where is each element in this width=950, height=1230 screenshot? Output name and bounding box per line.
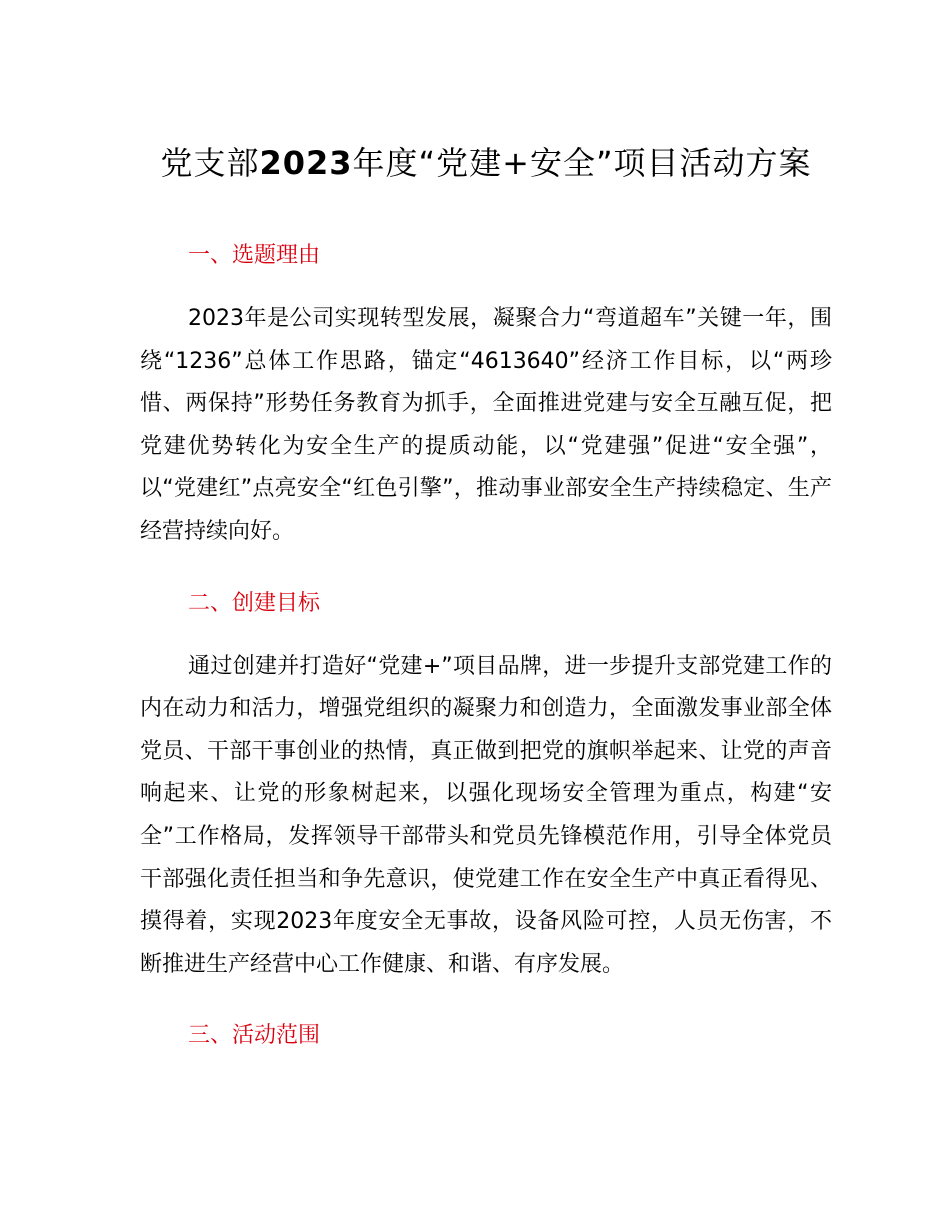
title-prefix: 党支部 [160, 144, 260, 182]
section-paragraph-goal: 通过创建并打造好“党建+”项目品牌，进一步提升支部党建工作的内在动力和活力，增强党组织的凝聚力和创造力，全面激发事业部全体党员、干部干事创业的热情，真正做到把党的旗帜举起来、让党的声音响起来、让党的形象树起来，以强化现场安全管理为重点，构建“安全”工作格局，发挥领导干部带头和党员先锋模范作用，引导全体党员干部强化责任担当和争先意识，使党建工作在安全生产中真正看得见、摸得着，实现2023年度安全无事故，设备风险可控，人员无伤害，不断推进生产经营中心工作健康、和谐、有序发展。 [140, 653, 832, 977]
section-heading-reason: 一、选题理由 [188, 243, 321, 268]
document-title [140, 138, 832, 188]
title-year: 2023 [259, 144, 353, 182]
title-suffix: 年度“党建+安全”项目活动方案 [352, 144, 812, 182]
section-paragraph-reason: 2023年是公司实现转型发展，凝聚合力“弯道超车”关键一年，围绕“1236”总体工作思路，锚定“4613640”经济工作目标，以“两珍惜、两保持”形势任务教育为抓手，全面推进党建与安全互融互促，把党建优势转化为安全生产的提质动能，以“党建强”促进“安全强”，以“党建红”点亮安全“红色引擎”，推动事业部安全生产持续稳定、生产经营持续向好。 [140, 306, 832, 544]
section-heading-scope: 三、活动范围 [188, 1023, 321, 1049]
section-heading-goal: 二、创建目标 [188, 590, 321, 616]
